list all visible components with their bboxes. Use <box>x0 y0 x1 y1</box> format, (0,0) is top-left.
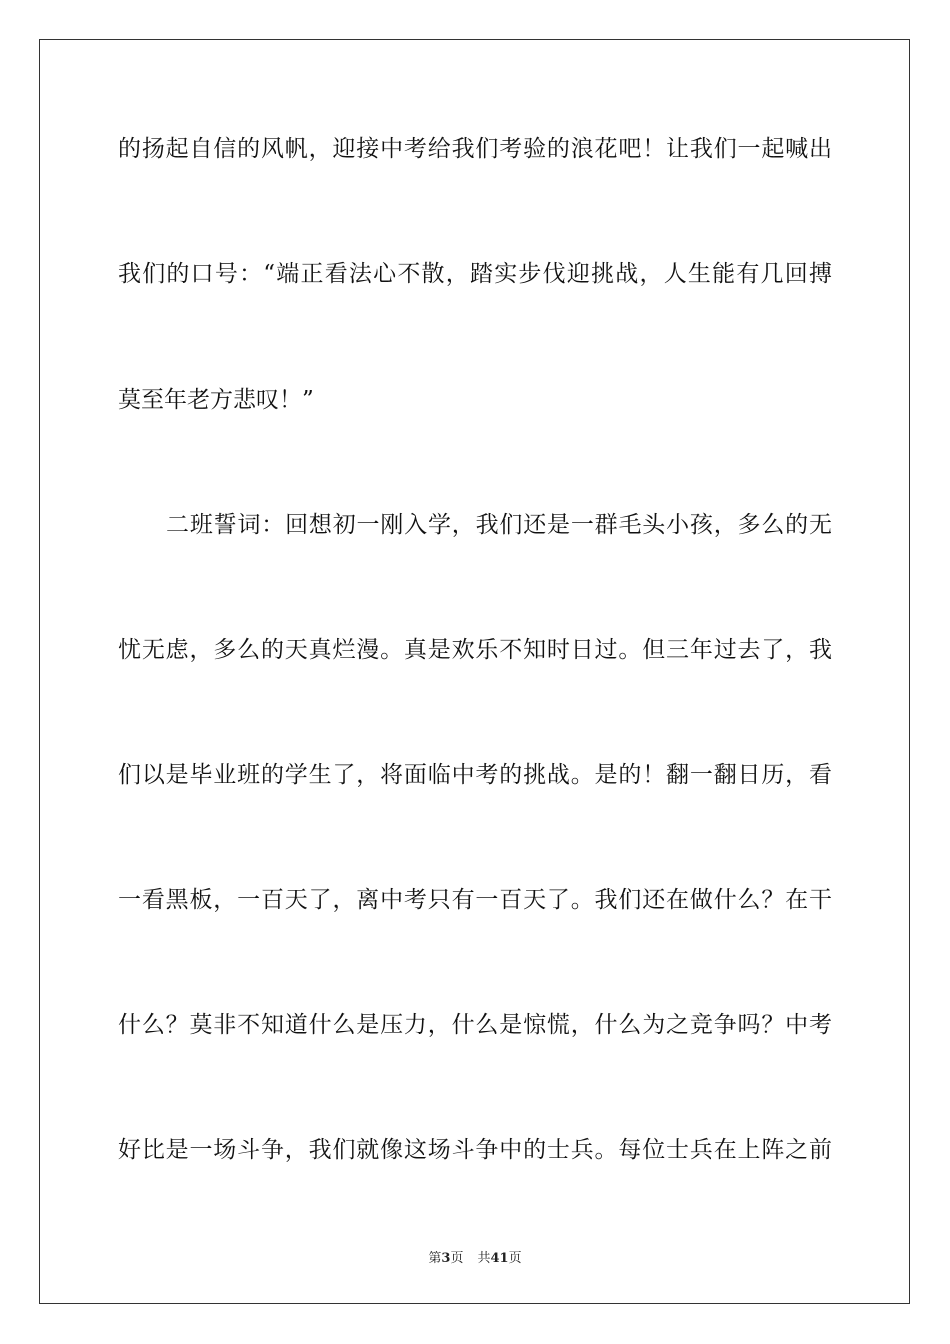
text-line-6: 们以是毕业班的学生了，将面临中考的挑战。是的！翻一翻日历，看 <box>118 762 832 788</box>
text-line-8: 什么？莫非不知道什么是压力，什么是惊慌，什么为之竞争吗？中考 <box>118 1012 832 1038</box>
text-line-1: 的扬起自信的风帆，迎接中考给我们考验的浪花吧！让我们一起喊出 <box>118 136 832 162</box>
total-pages: 41 <box>490 1251 509 1266</box>
page-border <box>39 39 910 1304</box>
text-line-4: 二班誓词：回想初一刚入学，我们还是一群毛头小孩，多么的无 <box>166 512 832 538</box>
page-prefix: 第 <box>428 1251 442 1266</box>
text-line-9: 好比是一场斗争，我们就像这场斗争中的士兵。每位士兵在上阵之前 <box>118 1137 832 1163</box>
page-number: 3 <box>441 1251 451 1266</box>
total-prefix: 共 <box>477 1251 491 1266</box>
page-suffix: 页 <box>450 1251 464 1266</box>
text-line-7: 一看黑板，一百天了，离中考只有一百天了。我们还在做什么？在干 <box>118 887 832 913</box>
text-line-2: 我们的口号：“端正看法心不散，踏实步伐迎挑战，人生能有几回搏 <box>118 261 832 287</box>
page-footer <box>0 1247 950 1266</box>
total-suffix: 页 <box>508 1251 522 1266</box>
text-line-3: 莫至年老方悲叹！” <box>118 387 314 413</box>
text-line-5: 忧无虑，多么的天真烂漫。真是欢乐不知时日过。但三年过去了，我 <box>118 637 832 663</box>
